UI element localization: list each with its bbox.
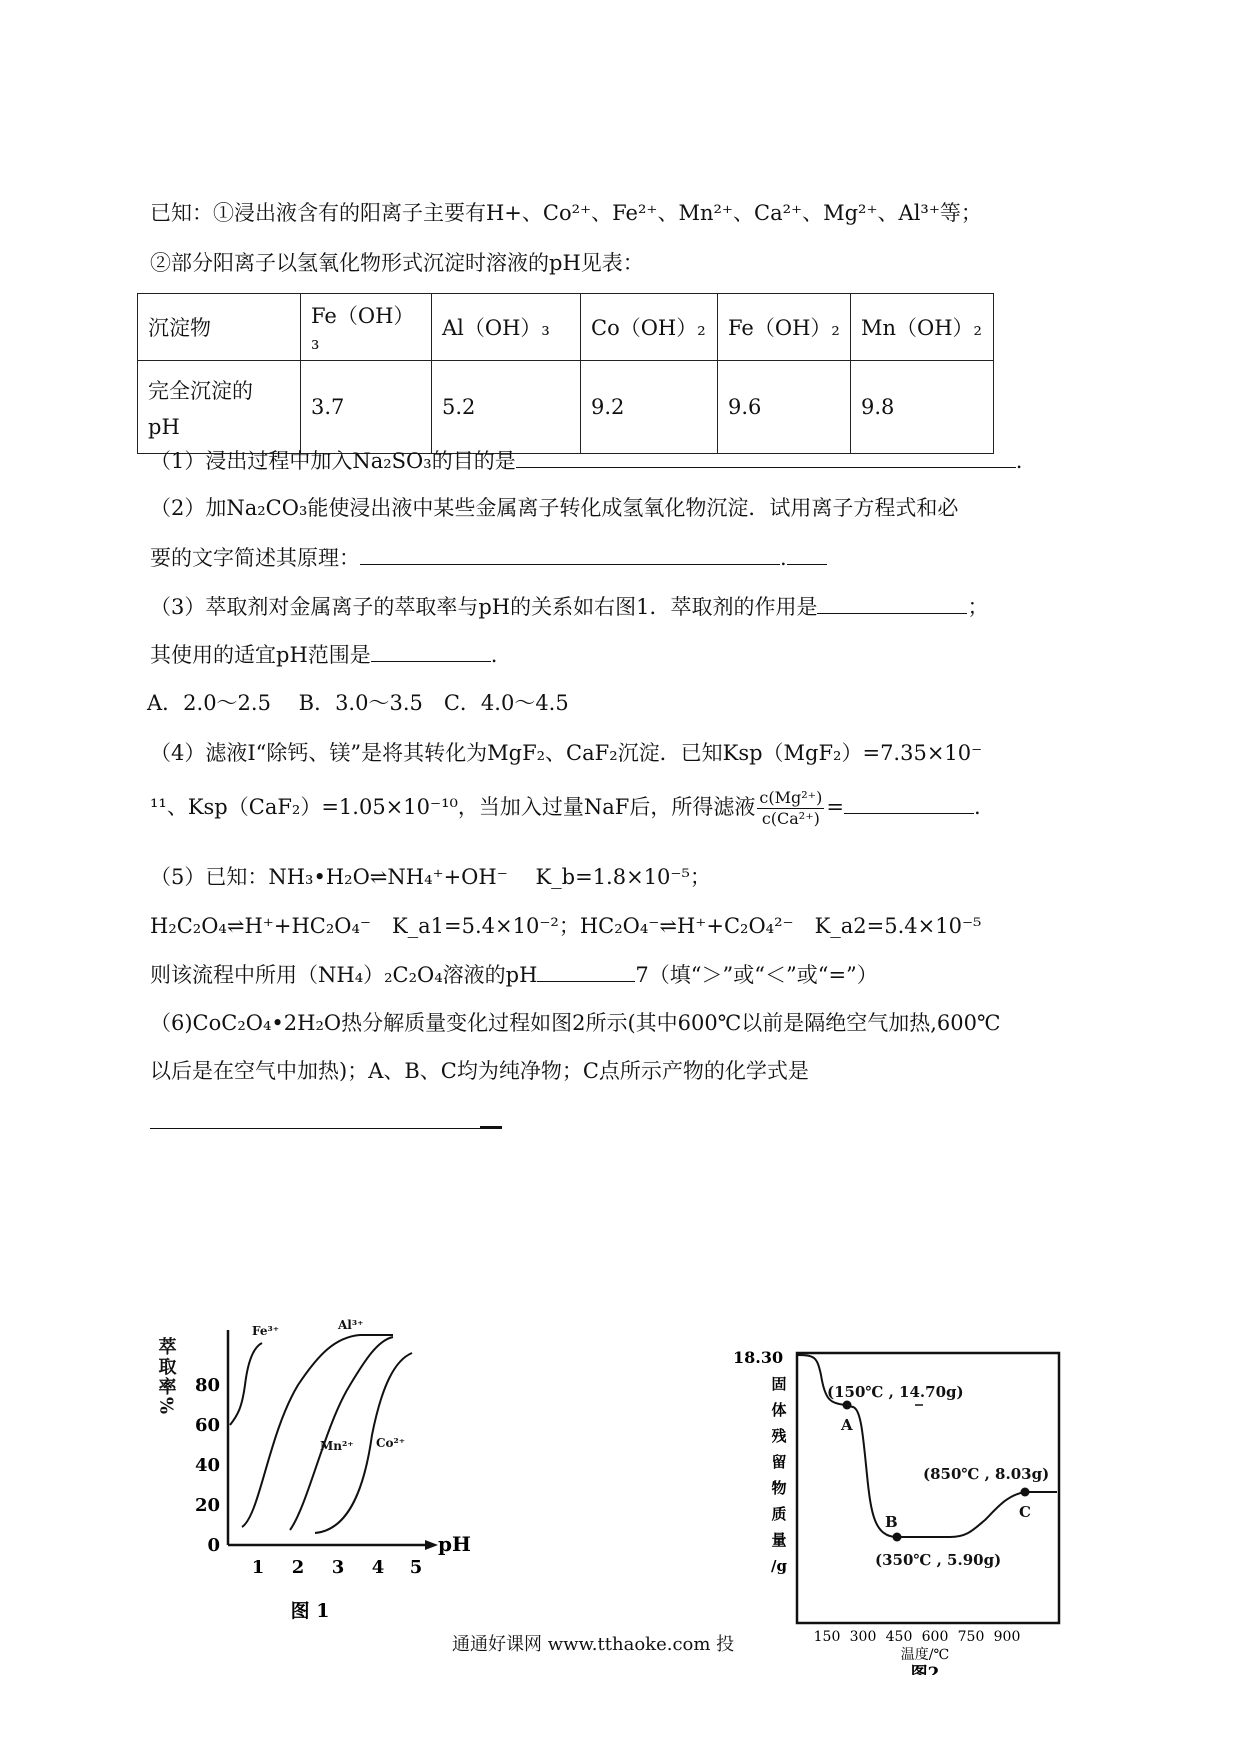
precipitation-ph-table: [137, 293, 994, 454]
fig2-ylabel-char: 质: [771, 1505, 787, 1523]
table-cell: 5.2: [432, 361, 581, 454]
fig2-xtick: 750: [957, 1629, 985, 1645]
table-cell: 9.8: [851, 361, 994, 454]
fig1-caption: 图 1: [290, 1600, 330, 1622]
co-curve-label: Co²⁺: [376, 1436, 406, 1450]
answer-blank-4[interactable]: [844, 793, 974, 814]
figure-1: [150, 1315, 480, 1625]
table-column: Mn（OH）₂: [851, 294, 994, 361]
question-3-line2: 其使用的适宜pH范围是 .: [150, 643, 498, 667]
concentration-ratio: $\frac{\text{c(Mg²⁺)}}{\text{c(Ca²⁺)}}$: [759, 788, 823, 828]
table-header-label: 沉淀物: [138, 294, 301, 361]
question-6-answer-line: [150, 1106, 502, 1137]
fig2-ylabel-char: 体: [771, 1401, 787, 1419]
footer-watermark: 通通好课网 www.tthaoke.com 投: [452, 1634, 735, 1655]
fig1-ytick: 0: [207, 1535, 220, 1556]
fig2-xlabel: 温度/℃: [900, 1647, 950, 1663]
question-4-line1: （4）滤液Ⅰ“除钙、镁”是将其转化为MgF₂、CaF₂沉淀．已知Ksp（MgF₂）=7.35×10⁻: [150, 741, 983, 765]
fig2-xtick: 600: [921, 1629, 949, 1645]
fig2-ylabel-char: 留: [771, 1453, 787, 1471]
question-5-line1: （5）已知：NH₃•H₂O⇌NH₄⁺+OH⁻ K_b=1.8×10⁻⁵；: [150, 865, 711, 889]
fe-curve: [230, 1343, 262, 1425]
fig2-ylabel-char: /g: [771, 1557, 787, 1575]
question-5-line2: H₂C₂O₄⇌H⁺+HC₂O₄⁻ K_a1=5.4×10⁻²；HC₂O₄⁻⇌H⁺+C₂O₄²⁻ K_a2=5.4×10⁻⁵: [150, 914, 982, 938]
answer-blank-6[interactable]: [150, 1108, 480, 1129]
point-c-annotation: (850℃ , 8.03g): [923, 1465, 1050, 1483]
table-cell: 9.2: [581, 361, 718, 454]
question-6-line2: 以后是在空气中加热)；A、B、C均为纯净物；C点所示产物的化学式是: [150, 1059, 809, 1083]
known-ions: 已知：①浸出液含有的阳离子主要有H+、Co²⁺、Fe²⁺、Mn²⁺、Ca²⁺、Mg²⁺、Al³⁺等；: [150, 201, 982, 225]
point-c-label: C: [1019, 1503, 1031, 1521]
fig1-ytick: 20: [194, 1495, 220, 1516]
answer-blank-1[interactable]: [516, 447, 1016, 468]
extraction-rate-chart: [150, 1315, 480, 1625]
question-1: （1）浸出过程中加入Na₂SO₃的目的是 .: [150, 449, 1023, 473]
fig1-xtick: 3: [331, 1557, 345, 1578]
table-column: Al（OH）₃: [432, 294, 581, 361]
fig1-xtick: 1: [251, 1557, 265, 1578]
question-4-line2: ¹¹、Ksp（CaF₂）=1.05×10⁻¹⁰，当加入过量NaF后，所得滤液 $\frac{\text{c(Mg²⁺)}}{\text{c(Ca²⁺)}}$ = .: [150, 788, 981, 828]
question-2-line1: （2）加Na₂CO₃能使浸出液中某些金属离子转化成氢氧化物沉淀．试用离子方程式和必: [150, 496, 959, 520]
fig2-xtick: 150: [813, 1629, 841, 1645]
table-row-label: 完全沉淀的 pH: [138, 361, 301, 454]
point-a-label: A: [841, 1416, 853, 1434]
fig1-ytick: 80: [194, 1375, 220, 1396]
fig2-ytop: 18.30: [735, 1348, 784, 1367]
question-6-line1: （6)CoC₂O₄•2H₂O热分解质量变化过程如图2所示(其中600℃以前是隔绝空气加热,600℃: [150, 1011, 1001, 1035]
fig2-ylabel-char: 物: [771, 1479, 787, 1497]
fig2-ylabel-char: 固: [771, 1375, 787, 1393]
known-table-intro: ②部分阳离子以氢氧化物形式沉淀时溶液的pH见表：: [150, 251, 644, 275]
point-b-marker: [893, 1533, 902, 1542]
figure-2: [735, 1345, 1075, 1675]
fig1-xlabel: pH: [438, 1532, 471, 1556]
fe-curve-label: Fe³⁺: [252, 1324, 280, 1338]
table-column: Fe（OH）₃: [301, 294, 432, 361]
point-b-annotation: (350℃ , 5.90g): [875, 1551, 1002, 1569]
point-a-marker: [843, 1401, 852, 1410]
answer-blank-5[interactable]: [537, 961, 635, 982]
question-5-line3: 则该流程中所用（NH₄）₂C₂O₄溶液的pH 7（填“＞”或“＜”或“=”）: [150, 963, 878, 987]
thermal-decomposition-chart: [735, 1345, 1075, 1675]
table-cell: 3.7: [301, 361, 432, 454]
fig2-xtick: 450: [885, 1629, 913, 1645]
mn-curve: [290, 1337, 393, 1530]
mn-curve-label: Mn²⁺: [320, 1439, 354, 1453]
table-column: Co（OH）₂: [581, 294, 718, 361]
fig2-xtick: 900: [993, 1629, 1021, 1645]
fig2-ylabel-char: 残: [771, 1427, 787, 1445]
answer-blank-3b[interactable]: [371, 641, 491, 662]
question-3-options: A．2.0～2.5 B．3.0～3.5 C．4.0～4.5: [147, 691, 569, 715]
point-b-label: B: [885, 1513, 898, 1531]
fig1-xtick: 2: [291, 1557, 305, 1578]
question-3-line1: （3）萃取剂对金属离子的萃取率与pH的关系如右图1．萃取剂的作用是 ；: [150, 595, 989, 619]
point-c-marker: [1021, 1488, 1030, 1497]
question-2-line2: 要的文字简述其原理： .: [150, 543, 827, 573]
answer-blank-3a[interactable]: [817, 593, 967, 614]
table-cell: 9.6: [718, 361, 851, 454]
answer-blank-2[interactable]: [360, 544, 780, 565]
table-column: Fe（OH）₂: [718, 294, 851, 361]
point-a-annotation: (150℃ , 14.70g): [827, 1383, 964, 1401]
al-curve-label: Al³⁺: [338, 1318, 364, 1332]
fig1-ylabel: [156, 1336, 177, 1416]
fig2-caption: 图2: [910, 1664, 940, 1675]
fig1-xtick: 5: [409, 1557, 423, 1578]
fig2-xtick: 300: [849, 1629, 877, 1645]
svg-text:萃取率%: 萃取率%: [155, 1337, 177, 1417]
fig1-ytick: 40: [194, 1455, 220, 1476]
al-curve: [242, 1335, 393, 1527]
fig2-ylabel-char: 量: [771, 1531, 787, 1549]
fig1-xtick: 4: [371, 1557, 385, 1578]
fig1-ytick: 60: [194, 1415, 220, 1436]
